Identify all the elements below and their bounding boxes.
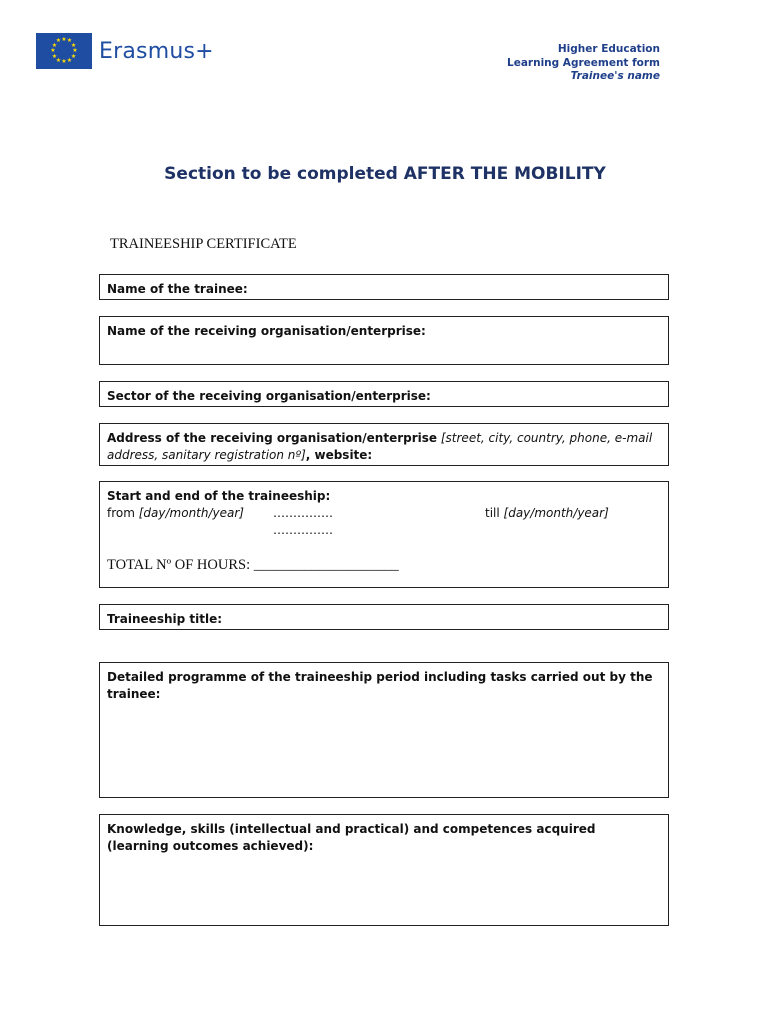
flag-star: ★ bbox=[70, 52, 77, 60]
total-hours: TOTAL Nº OF HOURS: ____________________ bbox=[107, 556, 399, 573]
programme-field[interactable] bbox=[99, 662, 669, 798]
document-header bbox=[507, 43, 660, 84]
flag-star: ★ bbox=[50, 47, 56, 54]
knowledge-field[interactable] bbox=[99, 814, 669, 926]
from-label: from bbox=[107, 505, 139, 520]
traineeship-title-field[interactable] bbox=[99, 604, 669, 630]
from-hint: [day/month/year] bbox=[138, 505, 244, 520]
flag-star: ★ bbox=[51, 41, 58, 49]
sector-field[interactable] bbox=[99, 381, 669, 407]
erasmus-brand-text: Erasmus+ bbox=[99, 38, 214, 64]
flag-star: ★ bbox=[61, 58, 67, 65]
till-label: till bbox=[485, 505, 504, 520]
traineeship-title-label: Traineeship title: bbox=[107, 612, 223, 626]
address-hint: [street, city, country, phone, e-mail address, sanitary registration nº] bbox=[107, 431, 653, 462]
till-dots: …………… bbox=[273, 522, 333, 537]
till-hint: [day/month/year] bbox=[503, 505, 609, 520]
header-line-2: Learning Agreement form bbox=[507, 56, 660, 69]
address-suffix: , website: bbox=[305, 447, 373, 462]
dates-field[interactable] bbox=[99, 481, 669, 588]
eu-flag-icon bbox=[36, 33, 92, 69]
header-trainee-name: Trainee's name bbox=[570, 70, 660, 82]
trainee-name-label: Name of the trainee: bbox=[107, 282, 248, 296]
trainee-name-field[interactable] bbox=[99, 274, 669, 300]
start-end-label: Start and end of the traineeship: bbox=[107, 489, 331, 503]
from-dots: …………… bbox=[273, 505, 333, 520]
address-field[interactable] bbox=[99, 423, 669, 466]
flag-star: ★ bbox=[61, 36, 67, 43]
header-line-1: Higher Education bbox=[557, 43, 660, 55]
sector-label: Sector of the receiving organisation/enterprise: bbox=[107, 389, 431, 403]
flag-star: ★ bbox=[72, 47, 78, 54]
section-title: Section to be completed AFTER THE MOBILITY bbox=[164, 164, 606, 184]
from-group bbox=[107, 505, 244, 522]
receiving-org-field[interactable] bbox=[99, 316, 669, 365]
address-label: Address of the receiving organisation/enterprise bbox=[107, 431, 438, 445]
certificate-heading: TRAINEESHIP CERTIFICATE bbox=[110, 236, 297, 252]
date-row bbox=[107, 505, 661, 539]
programme-label: Detailed programme of the traineeship period including tasks carried out by the trainee: bbox=[107, 670, 653, 701]
knowledge-label: Knowledge, skills (intellectual and practical) and competences acquired (learning outcomes achieved): bbox=[107, 822, 596, 853]
flag-star: ★ bbox=[70, 41, 77, 49]
flag-star: ★ bbox=[66, 56, 73, 64]
till-group bbox=[485, 505, 609, 522]
flag-star: ★ bbox=[55, 37, 62, 45]
flag-star: ★ bbox=[66, 37, 73, 45]
flag-star: ★ bbox=[51, 52, 58, 60]
flag-star: ★ bbox=[55, 56, 62, 64]
receiving-org-label: Name of the receiving organisation/enterprise: bbox=[107, 324, 426, 338]
erasmus-logo bbox=[36, 33, 214, 69]
